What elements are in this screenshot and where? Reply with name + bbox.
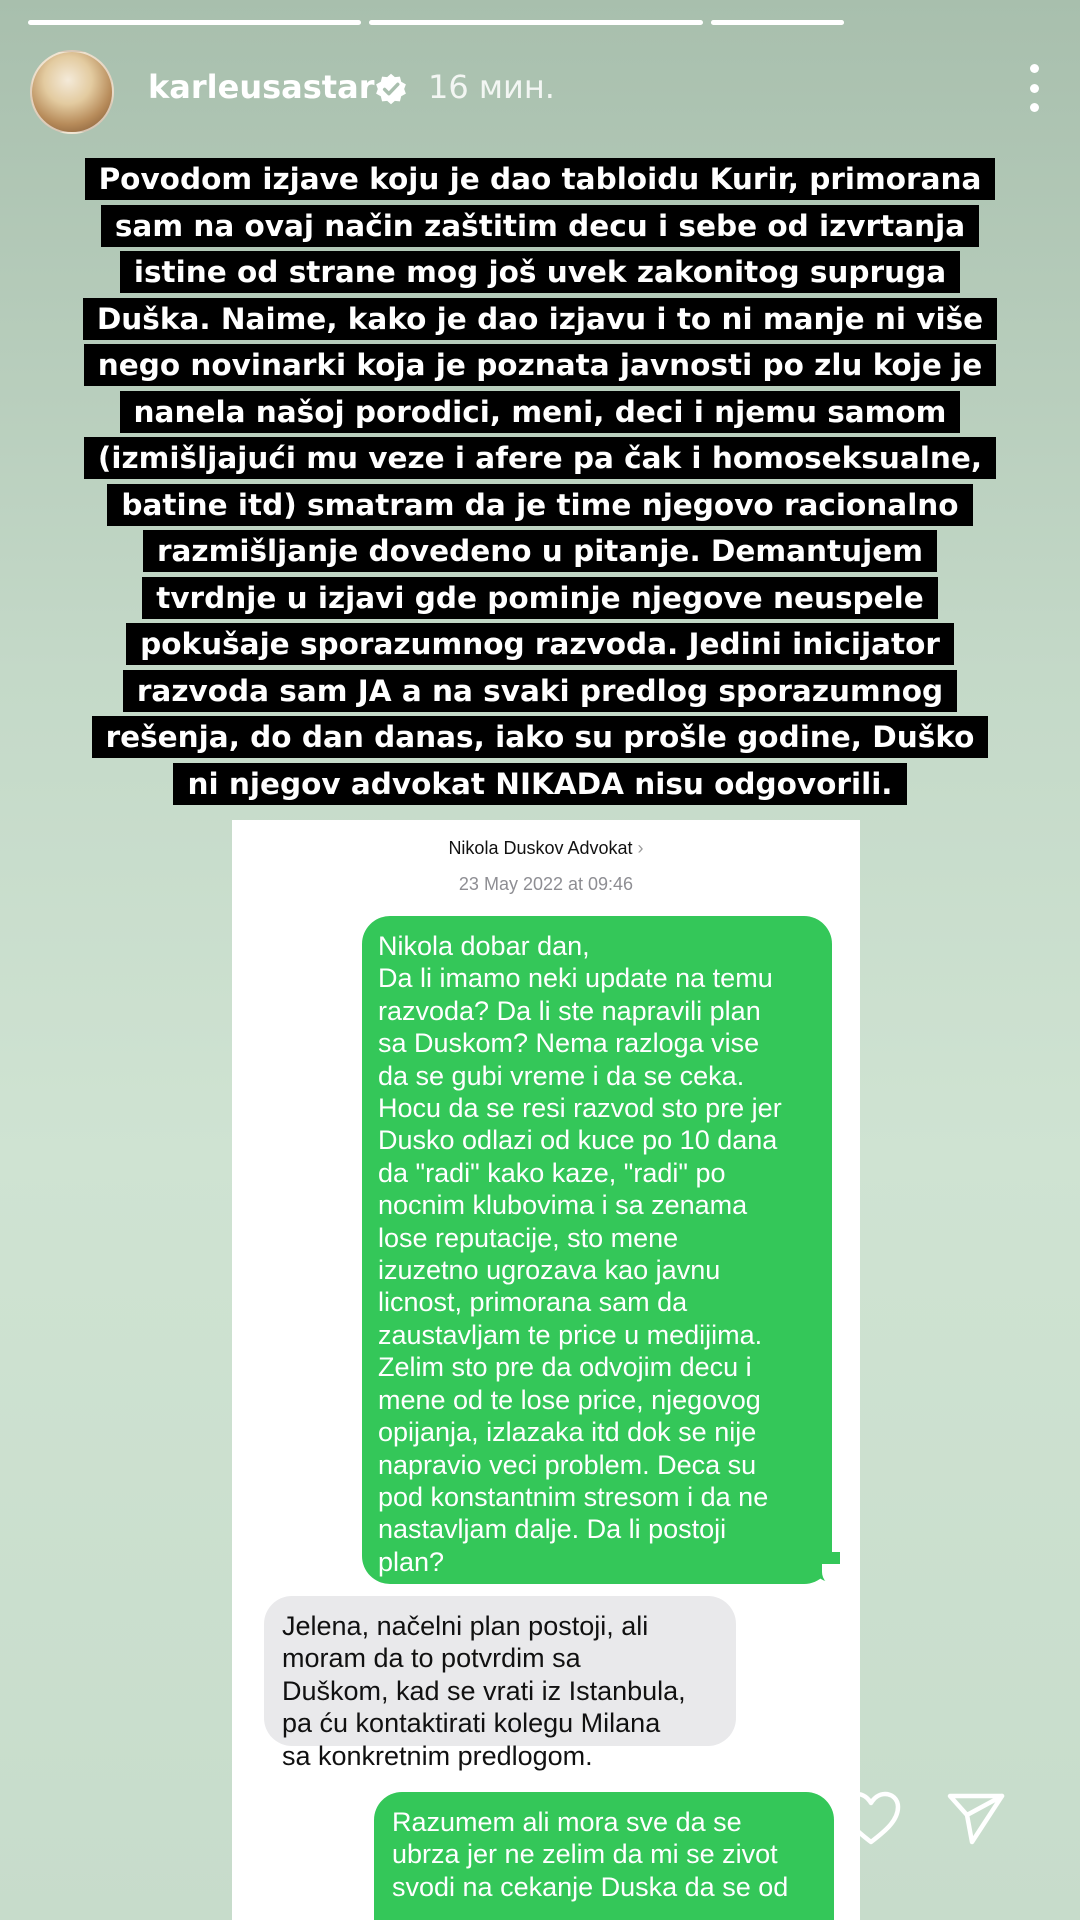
username[interactable]: karleusastar (148, 68, 375, 106)
message-line: Dusko odlazi od kuce po 10 dana (378, 1125, 778, 1156)
message-date: 23 May 2022 at 09:46 (458, 874, 634, 894)
message-line: sa Duskom? Nema razloga vise (378, 1028, 760, 1059)
chat-contact (232, 838, 860, 859)
chat-screenshot (232, 820, 860, 1920)
overlay-text-line: Duška. Naime, kako je dao izjavu i to ni manje ni više (83, 298, 997, 340)
overlay-text-line: razvoda sam JA a na svaki predlog sporazumnog (123, 670, 957, 712)
message-line: Da li imamo neki update na temu (378, 963, 773, 994)
story-progress (28, 20, 1052, 25)
message-line: svodi na cekanje Duska da se od (392, 1871, 789, 1902)
message-line: plan? (378, 1546, 445, 1577)
message-line: pa ću kontaktirati kolegu Milana (282, 1708, 661, 1739)
message-bubble-outgoing (362, 916, 832, 1584)
progress-segment (711, 20, 844, 25)
bubble-tail-mask (822, 1564, 842, 1586)
chevron-right-icon: › (637, 838, 644, 858)
progress-remaining (852, 20, 1052, 25)
message-line: Nikola dobar dan, (378, 931, 590, 961)
message-line: razvoda? Da li ste napravili plan (378, 995, 761, 1026)
story-actions (840, 1790, 1040, 1850)
story-timestamp: 16 мин. (428, 68, 555, 106)
message-line: licnost, primorana sam da (378, 1287, 688, 1318)
overlay-text-line: rešenja, do dan danas, iako su prošle godine, Duško (92, 716, 989, 758)
message-line: izuzetno ugrozava kao javnu (378, 1255, 721, 1286)
avatar[interactable] (30, 50, 114, 134)
overlay-text-line: nego novinarki koja je poznata javnosti po zlu koje je (84, 344, 997, 386)
overlay-text-line: tvrdnje u izjavi gde pominje njegove neuspele (142, 577, 938, 619)
overlay-text-line: sam na ovaj način zaštitim decu i sebe od izvrtanja (101, 205, 979, 247)
message-line: Zelim sto pre da odvojim decu i (378, 1352, 752, 1383)
message-line: da "radi" kako kaze, "radi" po (378, 1157, 726, 1188)
story-header (30, 50, 1050, 134)
send-icon[interactable] (946, 1790, 1006, 1846)
message-line: nocnim klubovima i sa zenama (378, 1190, 748, 1221)
message-line: napravio veci problem. Deca su (378, 1449, 757, 1480)
message-line: ubrza jer ne zelim da mi se zivot (392, 1839, 778, 1870)
message-line: mene od te lose price, njegovog (378, 1384, 761, 1415)
message-line: Jelena, načelni plan postoji, ali (282, 1611, 649, 1641)
contact-name: Nikola Duskov Advokat (448, 838, 633, 858)
message-bubble-incoming (264, 1596, 736, 1771)
verified-badge-icon (374, 72, 408, 106)
message-bubble-outgoing (374, 1792, 834, 1920)
more-options-icon[interactable] (1024, 64, 1044, 112)
overlay-text-line: istine od strane mog još uvek zakonitog supruga (120, 251, 960, 293)
message-line: lose reputacije, sto mene (378, 1222, 679, 1253)
heart-icon[interactable] (840, 1790, 902, 1846)
overlay-text-line: Povodom izjave koju je dao tabloidu Kurir, primorana (85, 158, 996, 200)
message-line: opijanja, izlazaka itd dok se nije (378, 1417, 757, 1448)
progress-segment (28, 20, 361, 25)
message-line: nastavljam dalje. Da li postoji (378, 1514, 727, 1545)
overlay-text-line: pokušaje sporazumnog razvoda. Jedini inicijator (126, 623, 954, 665)
overlay-text-line: razmišljanje dovedeno u pitanje. Demantujem (143, 530, 937, 572)
message-line: sa konkretnim predlogom. (282, 1740, 593, 1771)
overlay-text-line: (izmišljajući mu veze i afere pa čak i homoseksualne, (84, 437, 996, 479)
overlay-text-line: batine itd) smatram da je time njegovo racionalno (107, 484, 972, 526)
message-line: da se gubi vreme i da se ceka. (378, 1060, 745, 1091)
message-line: Razumem ali mora sve da se (392, 1807, 742, 1837)
message-line: pod konstantnim stresom i da ne (378, 1481, 769, 1512)
progress-segment (369, 20, 702, 25)
overlay-text-line: nanela našoj porodici, meni, deci i njemu samom (120, 391, 961, 433)
message-line: moram da to potvrdim sa (282, 1643, 581, 1674)
overlay-text-line: ni njegov advokat NIKADA nisu odgovorili. (173, 763, 906, 805)
message-line: zaustavljam te price u medijima. (378, 1319, 763, 1350)
story-text-overlay (36, 156, 1044, 807)
message-line: Hocu da se resi razvod sto pre jer (378, 1093, 782, 1124)
message-line: Duškom, kad se vrati iz Istanbula, (282, 1675, 686, 1706)
